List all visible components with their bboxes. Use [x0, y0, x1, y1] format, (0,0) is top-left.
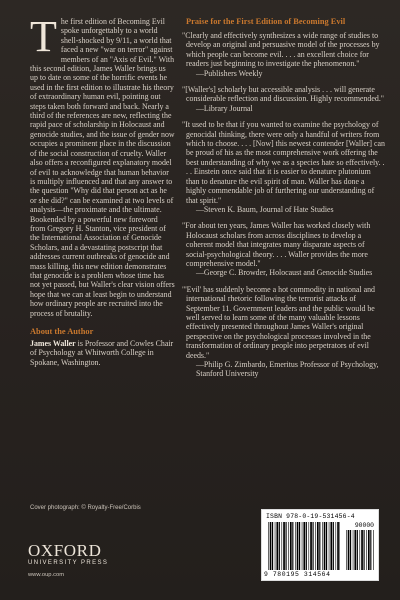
- barcode-bar: [333, 522, 334, 570]
- barcode-bar: [315, 522, 316, 570]
- quote-source: —Steven K. Baum, Journal of Hate Studies: [196, 204, 334, 214]
- review-quote: [180, 120, 385, 214]
- quote-source: —Library Journal: [196, 103, 253, 113]
- quote-text: "'Evil' has suddenly become a hot commodity in national and international rhetoric following the terrorist attacks of September 11. Government leaders and the public would be well served to learn some of the many valuable lessons effectively presented throughout James Waller's original perspective on the psychological processes involved in the transformation of ordinary people into perpetrators of evil deeds.": [182, 284, 375, 360]
- barcode-bar: [290, 522, 292, 570]
- barcode-bar: [295, 522, 296, 570]
- about-author-text: [30, 339, 175, 367]
- barcode-bar: [270, 522, 272, 570]
- barcode-bar: [373, 530, 374, 570]
- review-quote: [180, 285, 385, 379]
- review-quote: [180, 221, 385, 277]
- publisher-logo: [28, 542, 138, 578]
- barcode-bar: [283, 522, 285, 570]
- barcode-bar: [322, 522, 323, 570]
- barcode-bar: [350, 530, 351, 570]
- barcode-bar: [279, 522, 280, 570]
- barcode-bar: [272, 522, 273, 570]
- barcode-bar: [286, 522, 287, 570]
- barcode-bar: [336, 522, 337, 570]
- barcode-bar: [340, 522, 341, 570]
- quote-text: "For about ten years, James Waller has worked closely with Holocaust scholars from across disciplines to develop a coherent model that integrates many disparate aspects of social-psychological theory. . . . Waller provides the more comprehensive model.": [182, 221, 371, 268]
- barcode-bar: [366, 530, 367, 570]
- barcode-bar: [319, 522, 320, 570]
- barcode-bar: [297, 522, 299, 570]
- praise-column: [180, 17, 385, 386]
- quote-source: —Philip G. Zimbardo, Emeritus Professor of Psychology, Stanford University: [196, 360, 379, 379]
- barcode-bar: [326, 522, 327, 570]
- barcode-bar: [299, 522, 300, 570]
- barcode-bar: [329, 522, 330, 570]
- quote-source: —George C. Browder, Holocaust and Genocide Studies: [196, 268, 373, 278]
- barcode-bar: [368, 530, 370, 570]
- publisher-name: OXFORD: [28, 541, 102, 560]
- barcode-bar: [275, 522, 276, 570]
- barcode-bar: [330, 522, 332, 570]
- publisher-url: www.oup.com: [28, 572, 65, 578]
- barcode-bar: [353, 530, 354, 570]
- barcode-bar: [282, 522, 283, 570]
- isbn-barcode: [261, 509, 379, 581]
- barcode-bar: [337, 522, 339, 570]
- about-author-heading: About the Author: [30, 327, 94, 336]
- barcode-bar: [370, 530, 371, 570]
- barcode-bar: [346, 530, 347, 570]
- description-text: he first edition of Becoming Evil spoke unforgettably to a world shell-shocked by 9/11, a world that faced a new "war on terror" against members of an "Axis of Evil." With this second edition, James Waller brings us up to date on some of the horrific events he used in the first edition to illustrate his theory of extraordinary human evil, pointing out steps taken both forward and back. Nearly a third of the references are new, reflecting the rapid pace of scholarship in Holocaust and genocide studies, and the issue of gender now occupies a prominent place in the discussion of the social construction of cruelty. Waller also offers a reconfigured explanatory model of evil to acknowledge that human behavior is multiply influenced and that any answer to the question "Why did that person act as he or she did?" can be examined at two levels of analysis—the proximate and the ultimate. Bookended by a powerful new foreword from Gregory H. Stanton, vice president of the International Association of Genocide Scholars, and a devastating postscript that addresses current outbreaks of genocide and mass killing, this new edition demonstrates that genocide is a problem whose time has not yet passed, but Waller's clear vision offers hope that we can at least begin to understand how ordinary people are recruited into the process of brutality.: [30, 17, 175, 318]
- quote-text: "Clearly and effectively synthesizes a wide range of studies to develop an original and persuasive model of the processes by which people can become evil. . . . an excellent choice for readers just beginning to investigate the phenomenon.": [182, 31, 380, 69]
- barcode-bar: [288, 522, 289, 570]
- barcode-bar: [292, 522, 293, 570]
- barcode-bar: [317, 522, 319, 570]
- barcode-bar: [302, 522, 303, 570]
- cover-photo-credit: Cover photograph: © Royalty-Free/Corbis: [30, 505, 141, 511]
- review-quote: [180, 85, 385, 113]
- barcode-bars: [268, 522, 340, 570]
- description-paragraph: [30, 12, 175, 318]
- barcode-bar: [364, 530, 365, 570]
- barcode-bar: [306, 522, 307, 570]
- barcode-bar: [360, 530, 361, 570]
- isbn-number: ISBN 978-0-19-531456-4: [266, 513, 355, 520]
- review-quote: [180, 31, 385, 78]
- quote-source: —Publishers Weekly: [196, 68, 263, 78]
- barcode-digits: 9 780195 314564: [264, 571, 331, 578]
- praise-heading: Praise for the First Edition of Becoming Evil: [186, 17, 346, 26]
- price-code: 90000: [354, 522, 374, 529]
- author-bio: is Professor and Cowles Chair of Psychology at Whitworth College in Spokane, Washington.: [30, 339, 174, 367]
- quote-text: "It used to be that if you wanted to examine the psychology of genocidal thinking, there were only a handful of writers from which to choose. . . . [Now] this newest contender [Waller] can be proud of his as the most comprehensive work offering the best understanding of why we as a species hate so effectively. . . . Einstein once said that it is easier to denature plutonium than to denature the evil spirit of man. Waller has done a highly commendable job of furthering our understanding of that spirit.": [182, 120, 385, 205]
- left-column: [30, 12, 175, 367]
- barcode-bar: [354, 530, 356, 570]
- barcode-bar: [324, 522, 326, 570]
- barcode-bar: [357, 530, 358, 570]
- barcode-bar: [313, 522, 314, 570]
- barcode-bar: [303, 522, 305, 570]
- author-name: James Waller: [30, 339, 76, 348]
- barcode-bar: [268, 522, 269, 570]
- barcode-bar: [348, 530, 350, 570]
- barcode-bar: [309, 522, 310, 570]
- barcode-bar: [310, 522, 312, 570]
- barcode-bar: [361, 530, 363, 570]
- barcode-bar: [276, 522, 278, 570]
- drop-cap: T: [30, 12, 57, 61]
- publisher-subname: UNIVERSITY PRESS: [28, 560, 109, 566]
- barcode-addon-bars: [346, 530, 374, 570]
- quote-text: "[Waller's] scholarly but accessible analysis . . . will generate considerable reflection and discussion. Highly recommended.": [182, 85, 385, 104]
